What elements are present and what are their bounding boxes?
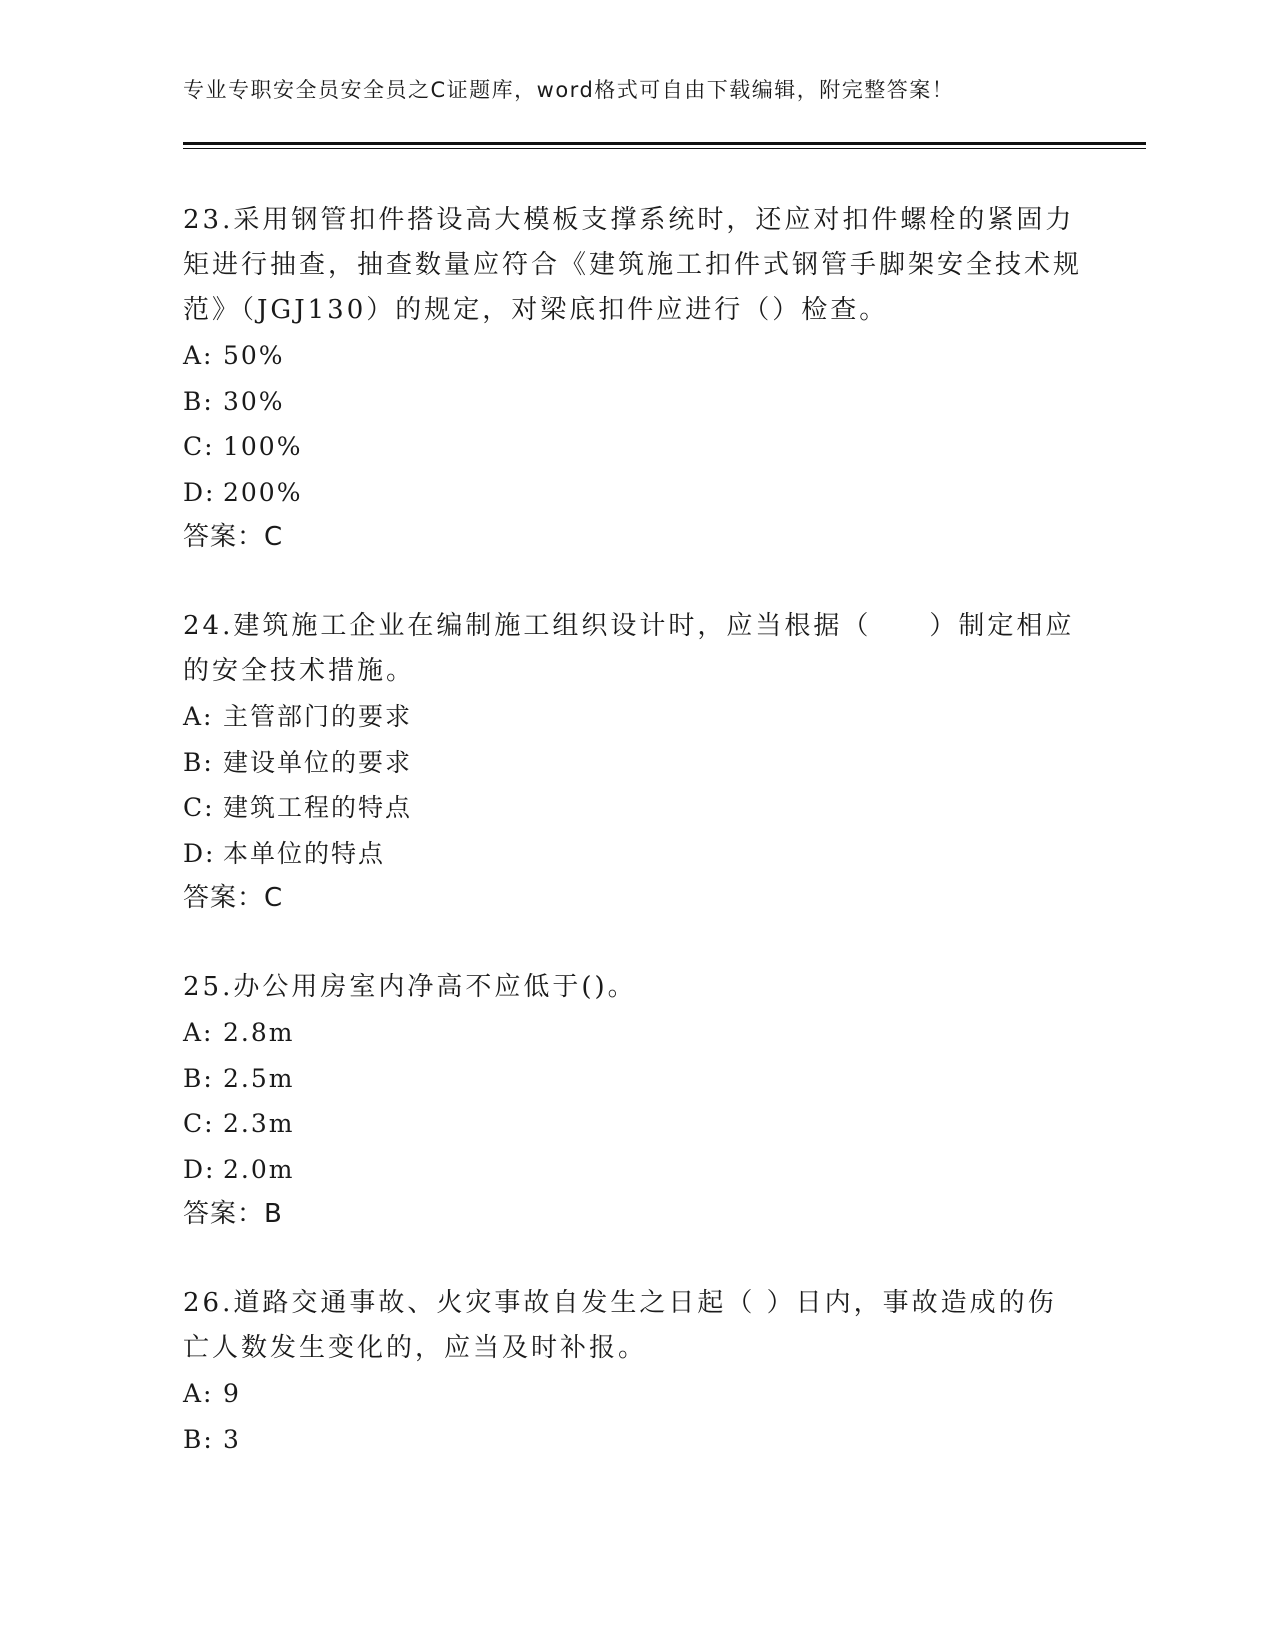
option-label: B: — [183, 386, 214, 416]
option-c — [183, 785, 1083, 831]
option-d — [183, 1147, 1083, 1193]
option-text: 建筑工程的特点 — [223, 793, 413, 822]
question-text: 26.道路交通事故、火灾事故自发生之日起（ ）日内，事故造成的伤亡人数发生变化的，应当及时补报。 — [183, 1288, 1057, 1363]
question-list — [183, 198, 1083, 1506]
option-label: C: — [183, 432, 215, 461]
option-text: 2.0m — [223, 1154, 295, 1184]
option-c — [183, 424, 1083, 470]
option-label: D: — [183, 838, 216, 868]
option-a — [183, 333, 1083, 379]
option-b — [183, 1056, 1083, 1102]
answer: 答案：C — [183, 522, 284, 552]
option-text: 本单位的特点 — [223, 838, 386, 868]
option-a — [183, 694, 1083, 740]
option-d — [183, 831, 1083, 877]
question-23 — [183, 198, 1083, 560]
question-24 — [183, 604, 1083, 921]
option-text: 主管部门的要求 — [223, 702, 413, 731]
answer: 答案：B — [183, 1199, 283, 1229]
option-label: D: — [183, 477, 216, 507]
option-label: B: — [183, 1424, 214, 1454]
option-label: C: — [183, 1109, 215, 1138]
answer: 答案：C — [183, 883, 284, 913]
option-d — [183, 470, 1083, 516]
header-rule-thin — [183, 148, 1146, 149]
question-25 — [183, 965, 1083, 1237]
option-label: B: — [183, 1063, 214, 1093]
question-text: 24.建筑施工企业在编制施工组织设计时，应当根据（ ）制定相应的安全技术措施。 — [183, 611, 1075, 686]
option-label: A: — [183, 341, 214, 370]
option-text: 2.8m — [223, 1018, 295, 1047]
option-b — [183, 379, 1083, 425]
option-text: 50% — [223, 341, 285, 370]
option-text: 建设单位的要求 — [223, 747, 413, 777]
question-text: 23.采用钢管扣件搭设高大模板支撑系统时，还应对扣件螺栓的紧固力矩进行抽查，抽查数量应符合《建筑施工扣件式钢管手脚架安全技术规范》（JGJ130）的规定，对梁底扣件应进行（）检查。 — [183, 205, 1083, 325]
page-header: 专业专职安全员安全员之C证题库，word格式可自由下载编辑，附完整答案！ — [183, 78, 955, 102]
option-c — [183, 1101, 1083, 1147]
option-a — [183, 1010, 1083, 1056]
option-label: D: — [183, 1154, 216, 1184]
question-26 — [183, 1281, 1083, 1462]
option-label: A: — [183, 702, 214, 731]
option-label: A: — [183, 1018, 214, 1047]
option-text: 3 — [223, 1424, 241, 1454]
option-label: A: — [183, 1379, 214, 1408]
option-label: B: — [183, 747, 214, 777]
option-text: 100% — [223, 432, 303, 461]
option-a — [183, 1371, 1083, 1417]
option-text: 2.3m — [223, 1109, 295, 1138]
option-text: 9 — [223, 1379, 241, 1408]
question-text: 25.办公用房室内净高不应低于()。 — [183, 972, 637, 1002]
option-text: 2.5m — [223, 1063, 295, 1093]
option-text: 200% — [223, 477, 303, 507]
option-b — [183, 1417, 1083, 1463]
option-text: 30% — [223, 386, 285, 416]
option-label: C: — [183, 793, 215, 822]
option-b — [183, 740, 1083, 786]
header-rule-thick — [183, 142, 1146, 145]
